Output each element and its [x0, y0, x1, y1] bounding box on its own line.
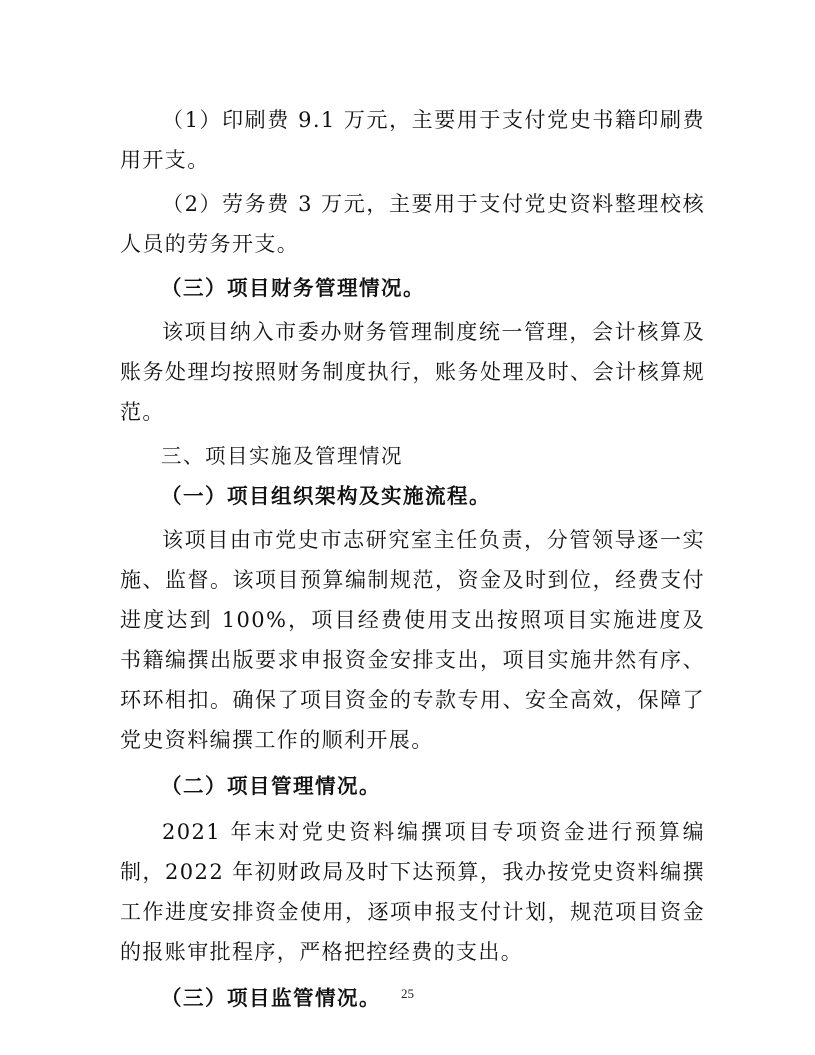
document-body [120, 100, 705, 1018]
financial-management-paragraph: 该项目纳入市委办财务管理制度统一管理，会计核算及账务处理均按照财务制度执行，账务处理及时、会计核算规范。 [120, 320, 705, 424]
section-heading-organization: （一）项目组织架构及实施流程。 [161, 484, 491, 508]
chapter-heading-implementation: 三、项目实施及管理情况 [161, 444, 403, 468]
labor-fee-paragraph: （2）劳务费 3 万元，主要用于支付党史资料整理校核人员的劳务开支。 [120, 192, 705, 256]
page-number: 25 [401, 986, 414, 1001]
organization-paragraph: 该项目由市党史市志研究室主任负责，分管领导逐一实施、监督。该项目预算编制规范，资金及时到位，经费支付进度达到 100%，项目经费使用支出按照项目实施进度及书籍编撰出版要求申报资金安排支出，项目实施井然有序、环环相扣。确保了项目资金的专款专用、安全高效，保障了党史资料编撰工作的顺利开展。 [120, 528, 705, 752]
section-heading-supervision: （三）项目监管情况。 [161, 986, 381, 1010]
section-heading-financial-management: （三）项目财务管理情况。 [161, 276, 425, 300]
project-management-paragraph: 2021 年末对党史资料编撰项目专项资金进行预算编制，2022 年初财政局及时下达预算，我办按党史资料编撰工作进度安排资金使用，逐项申报支付计划，规范项目资金的报账审批程序，严格把控经费的支出。 [120, 820, 705, 964]
printing-fee-paragraph: （1）印刷费 9.1 万元，主要用于支付党史书籍印刷费用开支。 [120, 108, 705, 172]
section-heading-project-management: （二）项目管理情况。 [161, 774, 381, 798]
